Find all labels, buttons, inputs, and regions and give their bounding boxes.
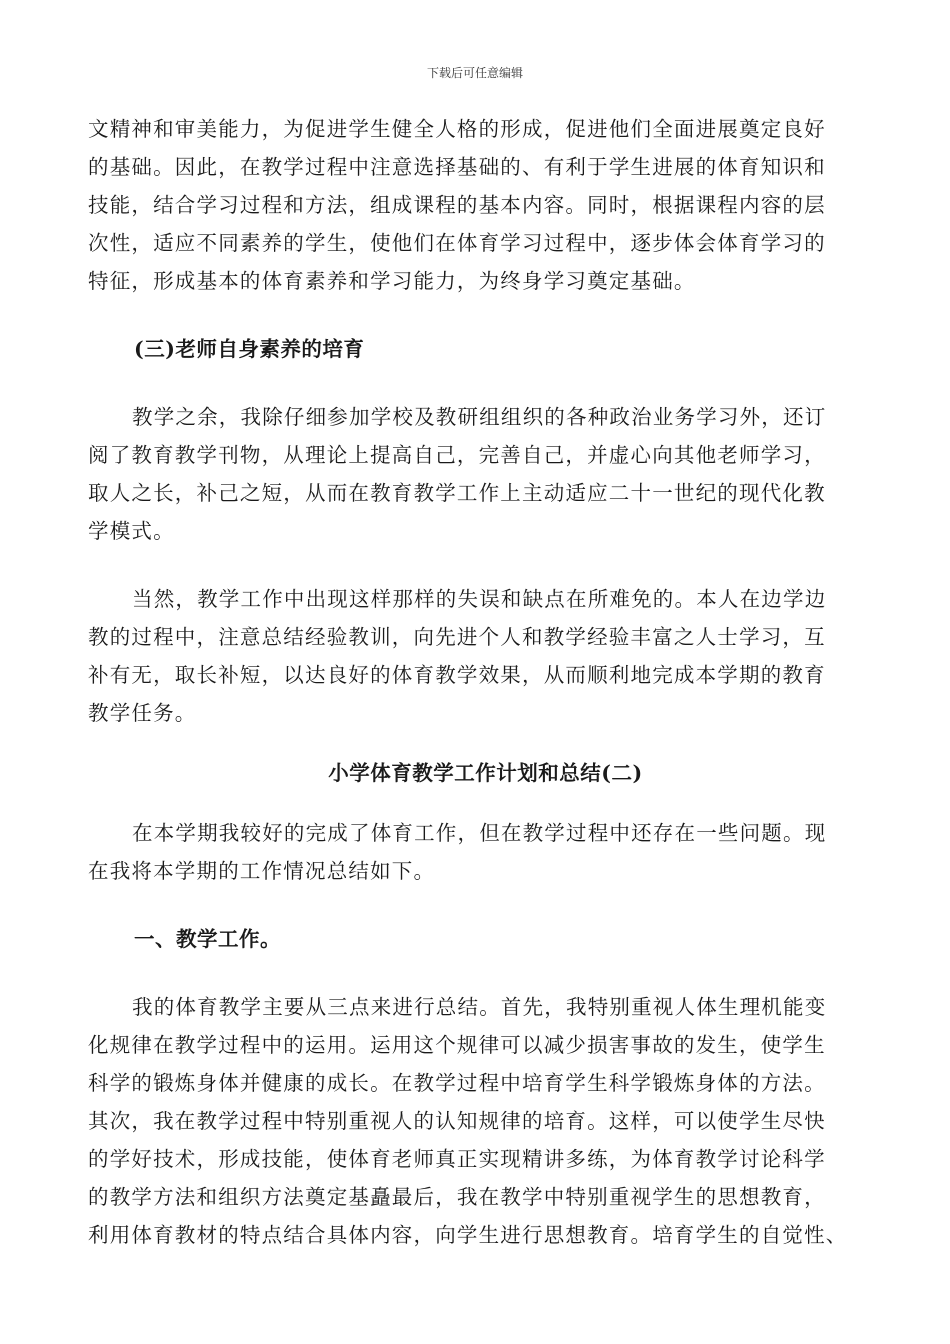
text-line: 技能，结合学习过程和方法，组成课程的基本内容。同时，根据课程内容的层 xyxy=(88,193,826,217)
text-line: 化规律在教学过程中的运用。运用这个规律可以减少损害事故的发生，使学生 xyxy=(88,1033,826,1057)
text-line: 阅了教育教学刊物，从理论上提高自己，完善自己，并虚心向其他老师学习， xyxy=(88,443,826,467)
paragraph xyxy=(88,988,863,1254)
text-line: 的基础。因此，在教学过程中注意选择基础的、有利于学生进展的体育知识和 xyxy=(88,155,826,179)
section-heading: (三)老师自身素养的培育 xyxy=(134,337,365,361)
text-line: 教的过程中，注意总结经验教训，向先进个人和教学经验丰富之人士学习，互 xyxy=(88,625,826,649)
document-body xyxy=(88,110,863,1254)
text-line: 当然，教学工作中出现这样那样的失误和缺点在所难免的。本人在边学边 xyxy=(132,587,827,611)
text-line: 的学好技术，形成技能，使体育老师真正实现精讲多练，为体育教学讨论科学 xyxy=(88,1147,826,1171)
text-line: 在我将本学期的工作情况总结如下。 xyxy=(88,859,436,883)
document-title: 小学体育教学工作计划和总结(二) xyxy=(328,761,643,785)
paragraph xyxy=(88,580,863,732)
text-line: 科学的锻炼身体并健康的成长。在教学过程中培育学生科学锻炼身体的方法。 xyxy=(88,1071,826,1095)
text-line: 取人之长，补己之短，从而在教育教学工作上主动适应二十一世纪的现代化教 xyxy=(88,481,826,505)
paragraph xyxy=(88,110,863,300)
section-heading: 一、教学工作。 xyxy=(134,927,281,951)
text-line: 次性，适应不同素养的学生，使他们在体育学习过程中，逐步体会体育学习的 xyxy=(88,231,826,255)
text-line: 在本学期我较好的完成了体育工作，但在教学过程中还存在一些问题。现 xyxy=(132,821,827,845)
text-line: 利用体育教材的特点结合具体内容，向学生进行思想教育。培育学生的自觉性、 xyxy=(88,1223,848,1247)
text-line: 文精神和审美能力，为促进学生健全人格的形成，促进他们全面进展奠定良好 xyxy=(88,117,826,141)
paragraph xyxy=(88,398,863,550)
text-line: 教学之余，我除仔细参加学校及教研组组织的各种政治业务学习外，还订 xyxy=(132,405,827,429)
text-line: 教学任务。 xyxy=(88,701,197,725)
text-line: 的教学方法和组织方法奠定基矗最后，我在教学中特别重视学生的思想教育， xyxy=(88,1185,826,1209)
paragraph xyxy=(88,814,863,890)
text-line: 补有无，取长补短，以达良好的体育教学效果，从而顺利地完成本学期的教育 xyxy=(88,663,826,687)
text-line: 我的体育教学主要从三点来进行总结。首先，我特别重视人体生理机能变 xyxy=(132,995,827,1019)
page-header: 下载后可任意编辑 xyxy=(426,66,523,80)
text-line: 其次，我在教学过程中特别重视人的认知规律的培育。这样，可以使学生尽快 xyxy=(88,1109,826,1133)
text-line: 学模式。 xyxy=(88,519,175,543)
text-line: 特征，形成基本的体育素养和学习能力，为终身学习奠定基础。 xyxy=(88,269,696,293)
